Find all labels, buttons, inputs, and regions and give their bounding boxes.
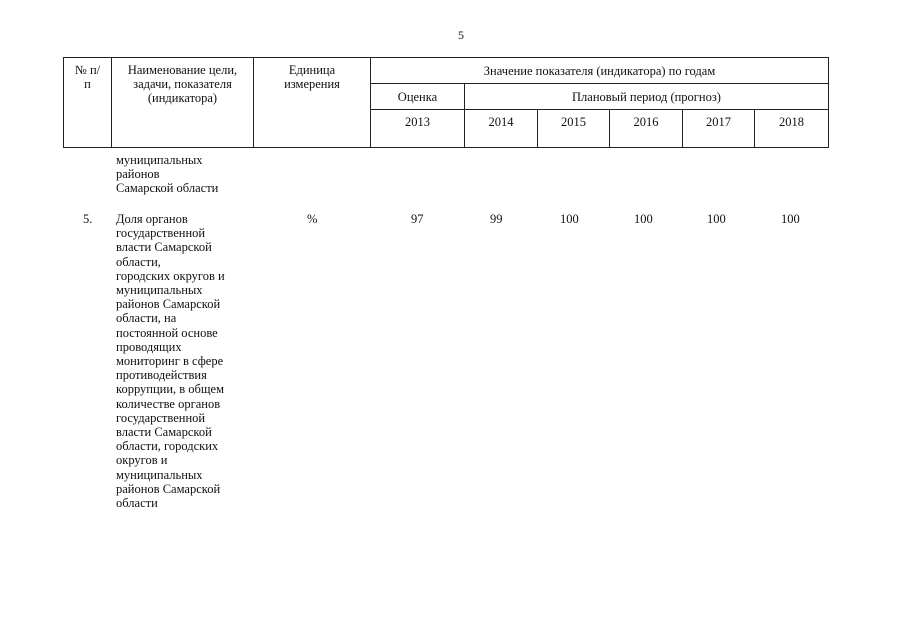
row-5-value-2017: 100: [707, 212, 726, 226]
row-5-value-2018: 100: [781, 212, 800, 226]
row-5-value-2013: 97: [411, 212, 424, 226]
header-year-cell: [683, 110, 755, 148]
page-number: 5: [458, 28, 464, 42]
header-estimate-label: Оценка: [397, 89, 438, 104]
header-planned-label: Плановый период (прогноз): [572, 89, 721, 104]
text-line: муниципальных: [116, 467, 203, 482]
header-year-cell: [465, 110, 538, 148]
text-line: области,: [116, 254, 161, 269]
text-line: области, на: [116, 311, 177, 326]
header-year-cell: [538, 110, 610, 148]
text-line: муниципальных: [116, 153, 203, 167]
text-line: проводящих: [116, 339, 182, 354]
header-number-cell: [64, 58, 112, 148]
text-line: Самарской области: [116, 181, 219, 196]
text-line: мониторинг в сфере: [116, 354, 224, 369]
header-year-2014: 2014: [488, 115, 514, 129]
text-line: власти Самарской: [116, 425, 212, 440]
header-year-cell: [610, 110, 683, 148]
header-year-cell: [755, 110, 829, 148]
indicator-table-header: [63, 57, 829, 148]
text-line: районов: [116, 167, 160, 182]
text-line: государственной: [116, 226, 206, 241]
header-year-2018: 2018: [779, 115, 805, 129]
row-5-number: 5.: [83, 212, 93, 226]
text-line: муниципальных: [116, 283, 203, 298]
header-estimate-cell: [371, 84, 465, 110]
text-line: округов и: [116, 453, 168, 468]
text-line: районов Самарской: [116, 297, 221, 312]
text-line: государственной: [116, 410, 206, 425]
text-line: противодействия: [116, 368, 207, 383]
header-year-2013: 2013: [405, 115, 430, 129]
header-planned-cell: [465, 84, 829, 110]
header-unit-label: Единица измерения: [284, 63, 340, 91]
text-line: области: [116, 496, 158, 511]
row-5-value-2016: 100: [634, 212, 653, 226]
text-line: постоянной основе: [116, 325, 218, 340]
text-line: власти Самарской: [116, 240, 212, 255]
header-year-2017: 2017: [706, 115, 731, 129]
text-line: городских округов и: [116, 268, 225, 283]
row-5-value-2014: 99: [490, 212, 503, 226]
text-line: Доля органов: [116, 212, 188, 226]
row-5-unit: %: [307, 212, 318, 226]
header-number-label: № п/п: [74, 63, 101, 91]
header-unit-cell: [254, 58, 371, 148]
row-5-indicator-name: [116, 212, 225, 510]
header-year-cell: [371, 110, 465, 148]
text-line: области, городских: [116, 439, 219, 454]
continuation-text: [116, 153, 218, 196]
header-name-label: Наименование цели, задачи, показателя (индикатора): [127, 63, 238, 105]
header-values-title: Значение показателя (индикатора) по годам: [483, 63, 716, 78]
header-year-2016: 2016: [633, 115, 659, 129]
text-line: количестве органов: [116, 396, 221, 411]
header-name-cell: [112, 58, 254, 148]
text-line: коррупции, в общем: [116, 382, 225, 397]
header-year-2015: 2015: [561, 115, 586, 129]
row-5-value-2015: 100: [560, 212, 579, 226]
header-values-title-cell: [371, 58, 829, 84]
text-line: районов Самарской: [116, 481, 221, 496]
